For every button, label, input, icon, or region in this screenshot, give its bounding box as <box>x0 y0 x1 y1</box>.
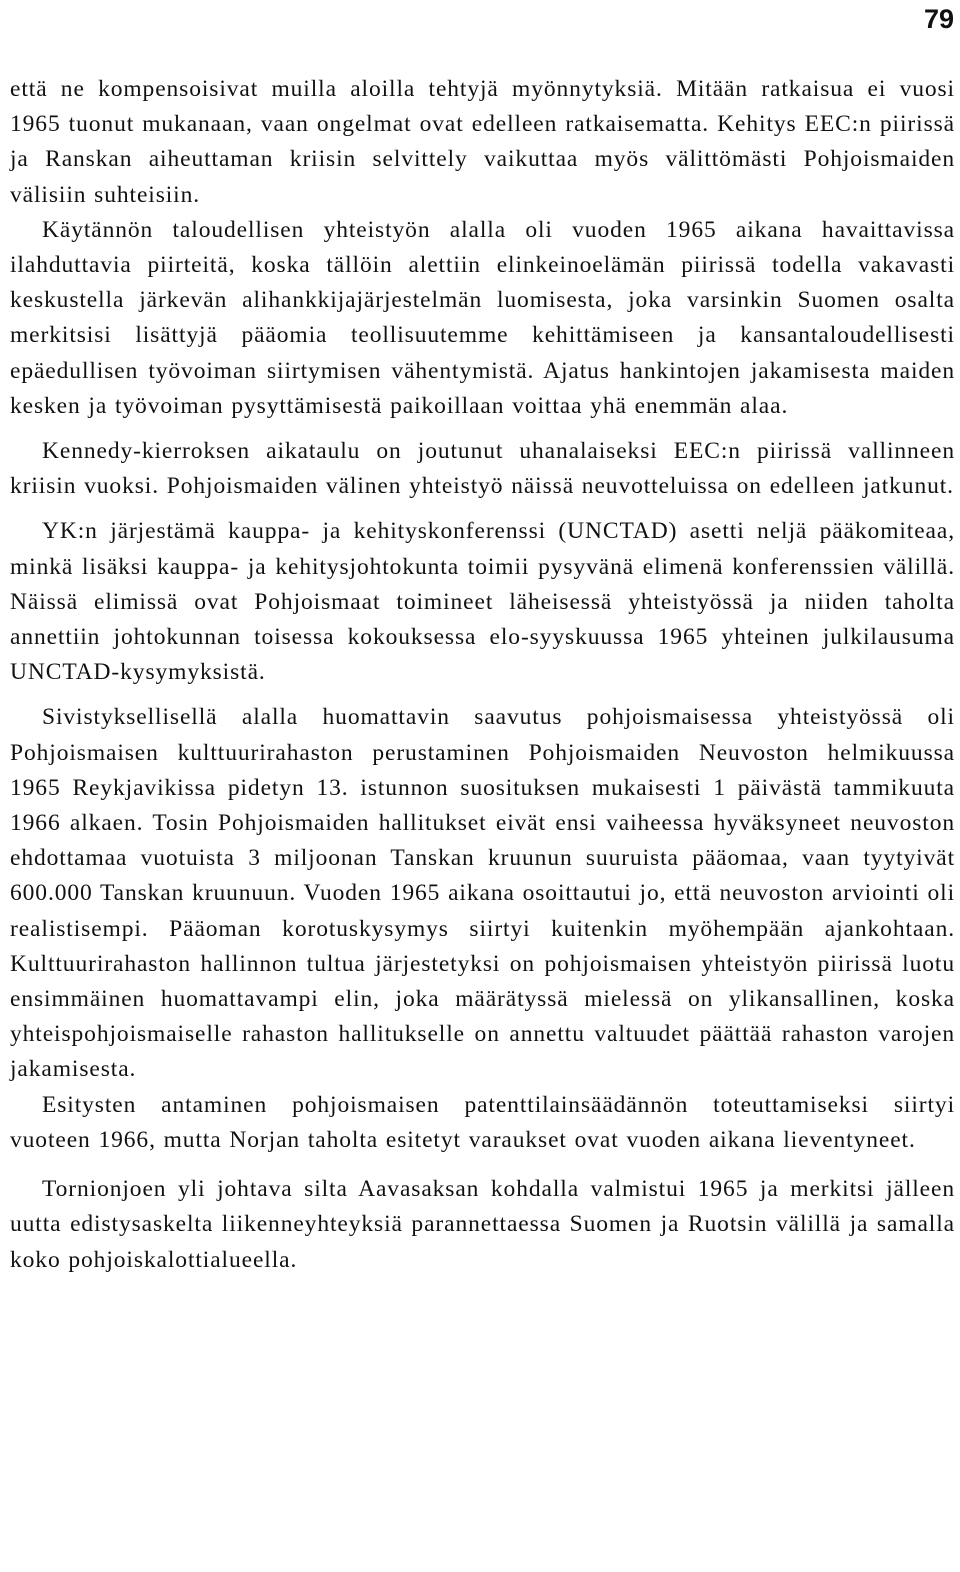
paragraph-7: Tornionjoen yli johtava silta Aavasaksan kohdalla valmistui 1965 ja merkitsi jälleen uutta edistysaskelta liikenneyhteyksiä parannettaessa Suomen ja Ruotsin välillä ja samalla koko pohjoiskalottialueella. <box>10 1176 955 1273</box>
page-number: 79 <box>923 4 954 34</box>
paragraph-2: Käytännön taloudellisen yhteistyön alalla oli vuoden 1965 aikana havaittavissa ilahduttavia piirteitä, koska tällöin alettiin elinkeinoelämän piirissä todella vakavasti keskustella järkevän alihankkijajärjestelmän luomisesta, joka varsinkin Suomen osalta merkitsisi lisättyjä pääomia teollisuutemme kehittämiseen ja kansantaloudellisesti epäedullisen työvoiman siirtymisen vähentymistä. Ajatus hankintojen jakamisesta maiden kesken ja työvoiman pysyttämisestä paikoillaan voittaa yhä enemmän alaa. <box>10 216 955 419</box>
paragraph-4: YK:n järjestämä kauppa- ja kehityskonferenssi (UNCTAD) asetti neljä pääkomiteaa, minkä lisäksi kauppa- ja kehitysjohtokunta toimii pysyvänä elimenä konferenssien välillä. Näissä elimissä ovat Pohjoismaat toimineet läheisessä yhteistyössä ja niiden taholta annettiin johtokunnan toisessa kokouksessa elo-syyskuussa 1965 yhteinen julkilausuma UNCTAD-kysymyksistä. <box>10 518 955 686</box>
paragraph-6: Esitysten antaminen pohjoismaisen patenttilainsäädännön toteuttamiseksi siirtyi vuoteen 1966, mutta Norjan taholta esitetyt varaukset ovat vuoden aikana lieventyneet. <box>10 1091 955 1153</box>
document-body <box>10 72 955 1278</box>
paragraph-5: Sivistyksellisellä alalla huomattavin saavutus pohjoismaisessa yhteistyössä oli Pohjoismaisen kulttuurirahaston perustaminen Pohjoismaiden Neuvoston helmikuussa 1965 Reykjavikissa pidetyn 13. istunnon suosituksen mukaisesti 1 päivästä tammikuuta 1966 alkaen. Tosin Pohjoismaiden hallitukset eivät ensi vaiheessa hyväksyneet neuvoston ehdottamaa vuotuista 3 miljoonan Tanskan kruunun suuruista pääomaa, vaan tyytyivät 600.000 Tanskan kruunuun. Vuoden 1965 aikana osoittautui jo, että neuvoston arviointi oli realistisempi. Pääoman korotuskysymys siirtyi kuitenkin myöhempään ajankohtaan. Kulttuurirahaston hallinnon tultua järjestetyksi on pohjoismaisen yhteistyön piirissä luotu ensimmäinen huomattavampi elin, joka määrätyssä mielessä on ylikansallinen, koska yhteispohjoismaiselle rahaston hallitukselle on annettu valtuudet päättää rahaston varojen jakamisesta. <box>10 704 955 1083</box>
paragraph-3: Kennedy-kierroksen aikataulu on joutunut uhanalaiseksi EEC:n piirissä vallinneen kriisin vuoksi. Pohjoismaiden välinen yhteistyö näissä neuvotteluissa on edelleen jatkunut. <box>10 438 955 500</box>
paragraph-1: että ne kompensoisivat muilla aloilla tehtyjä myönnytyksiä. Mitään ratkaisua ei vuosi 1965 tuonut mukanaan, vaan ongelmat ovat edelleen ratkaisematta. Kehitys EEC:n piirissä ja Ranskan aiheuttaman kriisin selvittely vaikuttaa myös välittömästi Pohjoismaiden välisiin suhteisiin. <box>10 76 955 208</box>
